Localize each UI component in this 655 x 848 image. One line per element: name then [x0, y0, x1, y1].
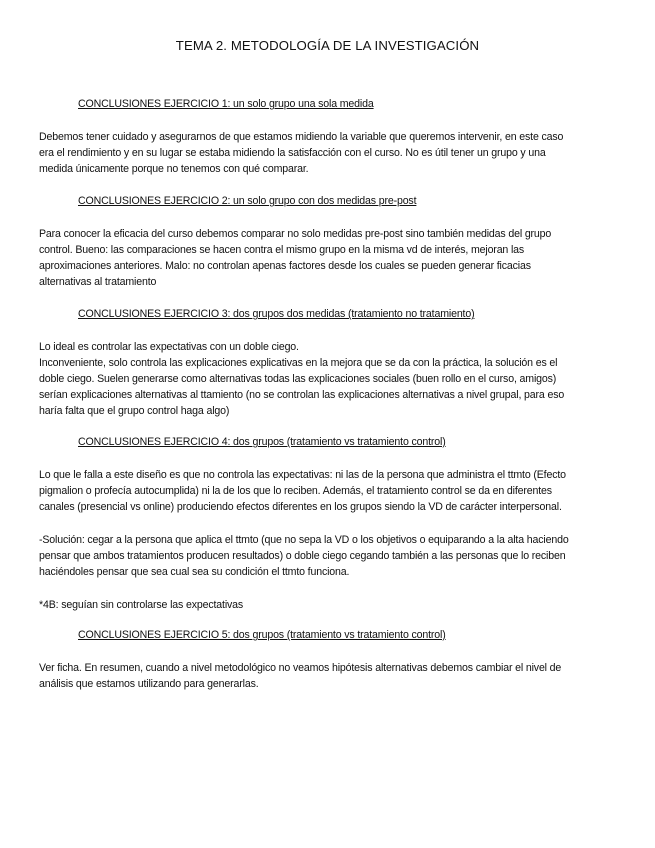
paragraph-line: doble ciego. Suelen generarse como alternativas todas las explicaciones sociales (buen rollo en el curso, amigos)	[39, 373, 557, 385]
paragraph-line: haciéndoles pensar que sea cual sea su condición el ttmto funciona.	[39, 566, 350, 578]
section-heading-1: CONCLUSIONES EJERCICIO 1: un solo grupo una sola medida	[78, 98, 374, 110]
paragraph-line: haría falta que el grupo control haga algo)	[39, 405, 230, 417]
paragraph-line: medida únicamente porque no tenemos con qué comparar.	[39, 163, 309, 175]
paragraph-line: control. Bueno: las comparaciones se hacen contra el mismo grupo en la misma vd de interés, mejoran las	[39, 244, 525, 256]
section-3-paragraph-1	[39, 339, 617, 419]
section-heading-4: CONCLUSIONES EJERCICIO 4: dos grupos (tratamiento vs tratamiento control)	[78, 436, 446, 448]
section-5-paragraph-1	[39, 660, 617, 692]
section-4-paragraph-3	[39, 597, 617, 613]
section-heading-3: CONCLUSIONES EJERCICIO 3: dos grupos dos medidas (tratamiento no tratamiento)	[78, 308, 475, 320]
paragraph-line: alternativas al tratamiento	[39, 276, 157, 288]
paragraph-line: -Solución: cegar a la persona que aplica el ttmto (que no sepa la VD o los objetivos o equiparando a la alta haciendo	[39, 534, 569, 546]
paragraph-line: pigmalion o profecía autocumplida) ni la de los que lo reciben. Además, el tratamiento control se da en diferentes	[39, 485, 552, 497]
paragraph-line: Lo ideal es controlar las expectativas con un doble ciego.	[39, 341, 299, 353]
paragraph-line: canales (presencial vs online) produciendo efectos diferentes en los grupos siendo la VD de carácter interpersonal.	[39, 501, 562, 513]
paragraph-line: serían explicaciones alternativas al ttamiento (no se controlan las explicaciones alternativas a nivel grupal, para eso	[39, 389, 565, 401]
paragraph-line: *4B: seguían sin controlarse las expectativas	[39, 599, 244, 611]
paragraph-line: Debemos tener cuidado y asegurarnos de que estamos midiendo la variable que queremos intervenir, en este caso	[39, 131, 564, 143]
paragraph-line: era el rendimiento y en su lugar se estaba midiendo la satisfacción con el curso. No es útil tener un grupo y una	[39, 147, 546, 159]
paragraph-line: Para conocer la eficacia del curso debemos comparar no solo medidas pre-post sino también medidas del grupo	[39, 228, 552, 240]
paragraph-line: Lo que le falla a este diseño es que no controla las expectativas: ni las de la persona que administra el ttmto (Efecto	[39, 469, 566, 481]
section-2-paragraph-1	[39, 226, 617, 290]
section-4-paragraph-2	[39, 532, 617, 580]
section-heading-2: CONCLUSIONES EJERCICIO 2: un solo grupo con dos medidas pre-post	[78, 195, 417, 207]
section-heading-5: CONCLUSIONES EJERCICIO 5: dos grupos (tratamiento vs tratamiento control)	[78, 629, 446, 641]
section-4-paragraph-1	[39, 467, 617, 515]
section-1-paragraph-1	[39, 129, 617, 177]
paragraph-line: aproximaciones anteriores. Malo: no controlan apenas factores desde los cuales se pueden generar ficacias	[39, 260, 531, 272]
paragraph-line: análisis que estamos utilizando para generarlas.	[39, 678, 259, 690]
paragraph-line: Ver ficha. En resumen, cuando a nivel metodológico no veamos hipótesis alternativas debemos cambiar el nivel de	[39, 662, 562, 674]
paragraph-line: pensar que ambos tratamientos producen resultados) o doble ciego cegando también a las personas que lo reciben	[39, 550, 566, 562]
paragraph-line: Inconveniente, solo controla las explicaciones explicativas en la mejora que se da con la práctica, la solución es el	[39, 357, 558, 369]
document-title: TEMA 2. METODOLOGÍA DE LA INVESTIGACIÓN	[175, 38, 480, 53]
